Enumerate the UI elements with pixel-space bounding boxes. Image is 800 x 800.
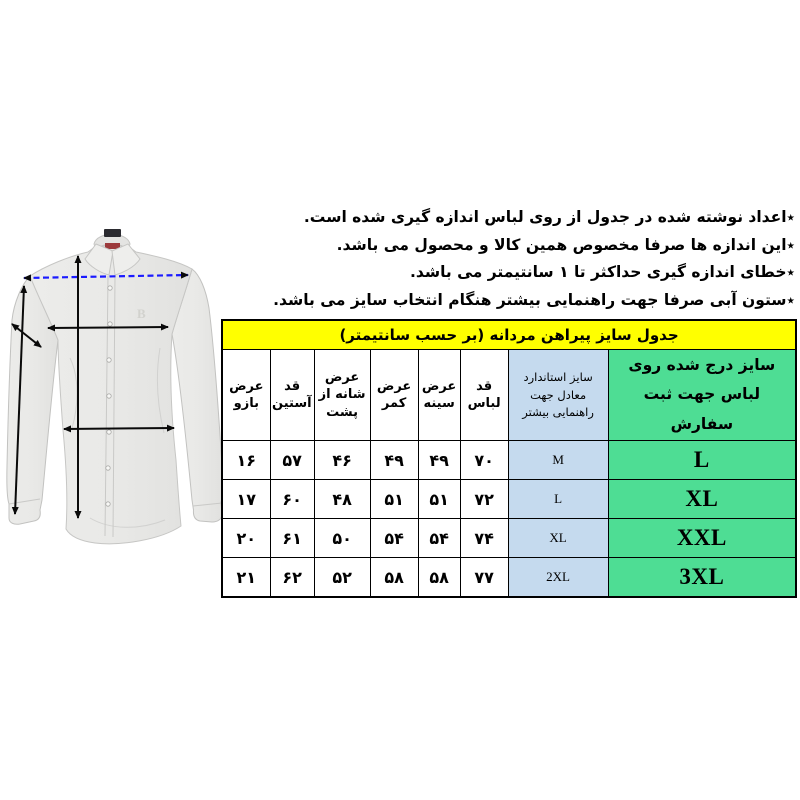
table-row bbox=[222, 558, 796, 598]
cell-sleeve: ۶۱ bbox=[270, 519, 314, 558]
cell-length: ۷۰ bbox=[460, 441, 508, 480]
cell-sleeve: ۶۰ bbox=[270, 480, 314, 519]
cell-length: ۷۴ bbox=[460, 519, 508, 558]
product-photo bbox=[0, 218, 232, 568]
cell-arm: ۱۶ bbox=[222, 441, 270, 480]
col-header-arm: عرض بازو bbox=[222, 350, 270, 441]
cell-chest: ۵۱ bbox=[418, 480, 460, 519]
cell-standard-size: M bbox=[508, 441, 608, 480]
cell-shoulder: ۴۶ bbox=[314, 441, 370, 480]
cell-waist: ۵۸ bbox=[370, 558, 418, 598]
cell-order-size: XXL bbox=[608, 519, 796, 558]
cell-standard-size: L bbox=[508, 480, 608, 519]
cell-sleeve: ۵۷ bbox=[270, 441, 314, 480]
cell-length: ۷۷ bbox=[460, 558, 508, 598]
chest-logo: B bbox=[137, 306, 146, 321]
col-header-sleeve: قد آستین bbox=[270, 350, 314, 441]
table-row bbox=[222, 519, 796, 558]
col-header-chest: عرض سینه bbox=[418, 350, 460, 441]
cell-standard-size: XL bbox=[508, 519, 608, 558]
shirt-diagram bbox=[0, 218, 232, 568]
cell-waist: ۵۱ bbox=[370, 480, 418, 519]
col-header-order-size: سایز درج شده روی لباس جهت ثبت سفارش bbox=[608, 350, 796, 441]
cell-order-size: 3XL bbox=[608, 558, 796, 598]
cell-chest: ۵۸ bbox=[418, 558, 460, 598]
cell-arm: ۲۱ bbox=[222, 558, 270, 598]
cell-arm: ۲۰ bbox=[222, 519, 270, 558]
chest-width-arrow bbox=[48, 327, 168, 328]
cell-chest: ۴۹ bbox=[418, 441, 460, 480]
cell-shoulder: ۵۰ bbox=[314, 519, 370, 558]
col-header-standard-size: سایز استاندارد معادل جهت راهنمایی بیشتر bbox=[508, 350, 608, 441]
note-line: ٭خطای اندازه گیری حداکثر تا ۱ سانتیمتر می باشد. bbox=[409, 263, 795, 281]
cell-chest: ۵۴ bbox=[418, 519, 460, 558]
col-header-shoulder: عرض شانه از پشت bbox=[314, 350, 370, 441]
shirt-neck-tag bbox=[104, 229, 121, 237]
waist-width-arrow bbox=[64, 428, 174, 429]
cell-order-size: XL bbox=[608, 480, 796, 519]
cell-shoulder: ۵۲ bbox=[314, 558, 370, 598]
cell-waist: ۴۹ bbox=[370, 441, 418, 480]
cell-standard-size: 2XL bbox=[508, 558, 608, 598]
col-header-length: قد لباس bbox=[460, 350, 508, 441]
size-table bbox=[221, 319, 797, 598]
table-row bbox=[222, 441, 796, 480]
note-line: ٭اعداد نوشته شده در جدول از روی لباس اندازه گیری شده است. bbox=[303, 208, 795, 226]
cell-sleeve: ۶۲ bbox=[270, 558, 314, 598]
cell-length: ۷۲ bbox=[460, 480, 508, 519]
col-header-waist: عرض کمر bbox=[370, 350, 418, 441]
notes bbox=[275, 204, 795, 314]
table-row bbox=[222, 480, 796, 519]
note-line: ٭ستون آبی صرفا جهت راهنمایی بیشتر هنگام انتخاب سایز می باشد. bbox=[273, 290, 795, 309]
note-line: ٭این اندازه ها صرفا مخصوص همین کالا و محصول می باشد. bbox=[336, 235, 795, 254]
table-title: جدول سایز پیراهن مردانه (بر حسب سانتیمتر) bbox=[222, 320, 796, 350]
cell-shoulder: ۴۸ bbox=[314, 480, 370, 519]
cell-waist: ۵۴ bbox=[370, 519, 418, 558]
cell-arm: ۱۷ bbox=[222, 480, 270, 519]
cell-order-size: L bbox=[608, 441, 796, 480]
